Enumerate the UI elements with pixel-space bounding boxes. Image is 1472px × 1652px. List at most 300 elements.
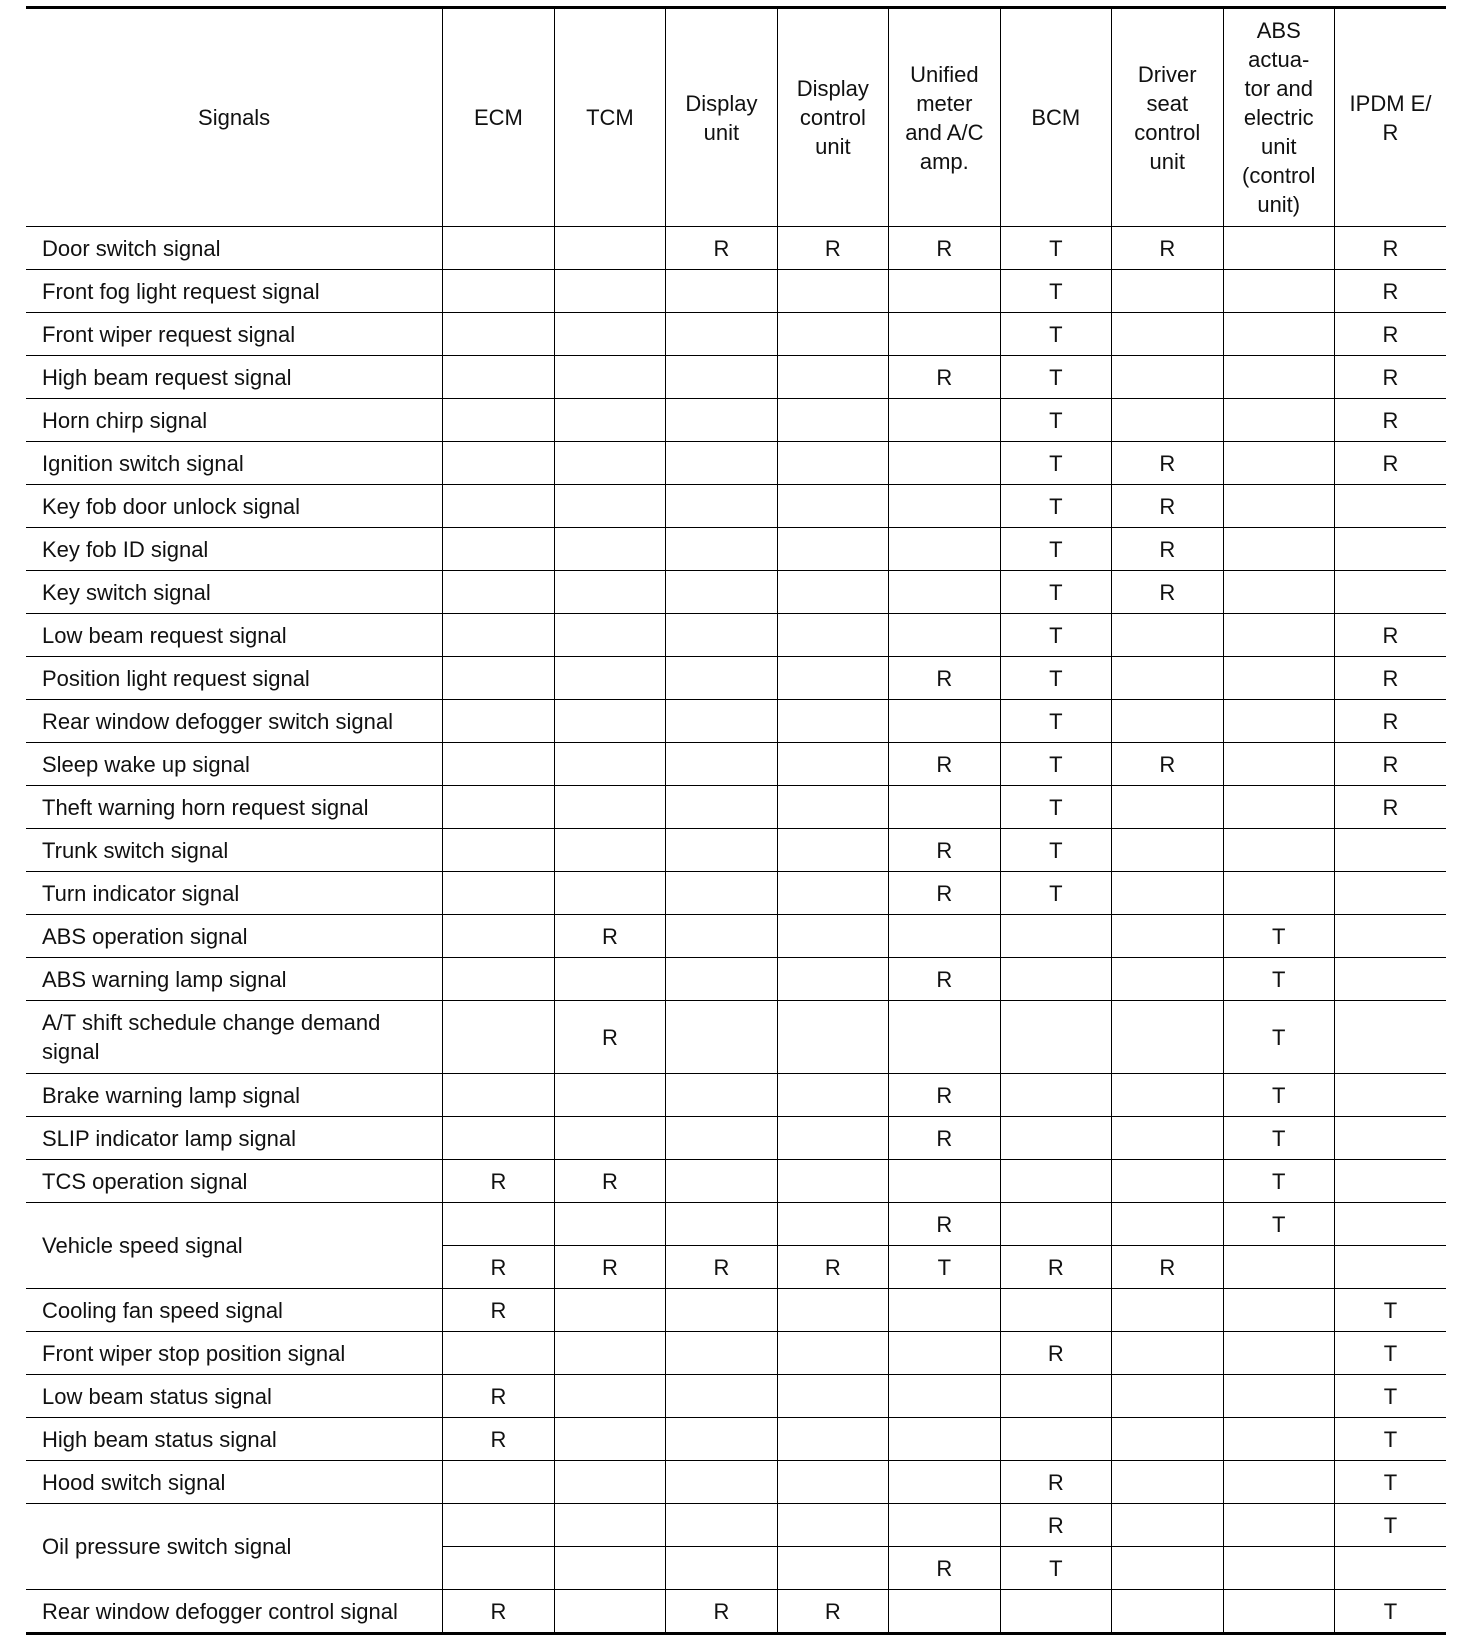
table-cell	[1223, 485, 1334, 528]
table-row	[26, 399, 1446, 442]
table-cell	[1000, 1375, 1111, 1418]
table-cell: R	[1334, 786, 1446, 829]
table-cell	[554, 356, 665, 399]
table-cell	[889, 399, 1000, 442]
table-cell: R	[554, 1246, 665, 1289]
table-row	[26, 442, 1446, 485]
table-row	[26, 1504, 1446, 1547]
table-row	[26, 1160, 1446, 1203]
table-cell	[1000, 958, 1111, 1001]
table-cell: T	[1334, 1418, 1446, 1461]
table-cell: T	[1000, 872, 1111, 915]
table-row	[26, 1590, 1446, 1634]
signal-name-cell: SLIP indicator lamp signal	[26, 1117, 443, 1160]
signal-name-cell: Low beam request signal	[26, 614, 443, 657]
table-cell	[777, 1547, 888, 1590]
table-cell	[889, 1289, 1000, 1332]
table-row	[26, 1001, 1446, 1074]
table-cell	[666, 442, 777, 485]
table-cell	[666, 1074, 777, 1117]
signal-name-cell: Brake warning lamp signal	[26, 1074, 443, 1117]
table-cell: R	[1334, 743, 1446, 786]
table-cell: R	[1334, 356, 1446, 399]
table-cell	[666, 700, 777, 743]
table-cell: R	[1112, 571, 1223, 614]
table-cell	[889, 485, 1000, 528]
table-cell	[554, 1289, 665, 1332]
table-cell	[554, 1332, 665, 1375]
table-cell	[1112, 1461, 1223, 1504]
signal-name-cell: ABS operation signal	[26, 915, 443, 958]
table-cell	[554, 1375, 665, 1418]
table-cell: R	[1112, 528, 1223, 571]
table-row	[26, 700, 1446, 743]
table-cell	[554, 485, 665, 528]
table-row	[26, 614, 1446, 657]
table-cell: R	[554, 1001, 665, 1074]
table-cell: T	[1000, 313, 1111, 356]
table-cell	[889, 614, 1000, 657]
table-cell	[777, 958, 888, 1001]
table-cell	[1223, 1590, 1334, 1634]
table-cell	[666, 1289, 777, 1332]
table-cell	[443, 1547, 554, 1590]
signal-name-cell: Front wiper stop position signal	[26, 1332, 443, 1375]
table-body	[26, 227, 1446, 1634]
table-cell	[777, 872, 888, 915]
table-cell	[1223, 829, 1334, 872]
table-cell: R	[1112, 227, 1223, 270]
table-cell	[777, 1289, 888, 1332]
table-cell	[554, 743, 665, 786]
table-row	[26, 1375, 1446, 1418]
signal-name-cell: Door switch signal	[26, 227, 443, 270]
table-cell	[777, 313, 888, 356]
table-cell	[443, 1074, 554, 1117]
table-cell	[1112, 1160, 1223, 1203]
table-cell: T	[1000, 442, 1111, 485]
table-cell	[443, 1117, 554, 1160]
table-cell	[1112, 356, 1223, 399]
table-cell	[666, 1203, 777, 1246]
table-cell	[666, 528, 777, 571]
table-cell	[889, 1001, 1000, 1074]
table-cell	[777, 829, 888, 872]
column-header-abs-actuator: ABS actua-tor and electric unit (control unit)	[1223, 8, 1334, 227]
table-row	[26, 1418, 1446, 1461]
table-cell	[1334, 528, 1446, 571]
table-cell	[443, 1504, 554, 1547]
table-row	[26, 786, 1446, 829]
table-cell	[443, 700, 554, 743]
table-cell	[1223, 1375, 1334, 1418]
table-cell	[443, 528, 554, 571]
table-cell	[443, 786, 554, 829]
table-cell: T	[1000, 786, 1111, 829]
table-cell: R	[889, 1203, 1000, 1246]
table-row	[26, 485, 1446, 528]
signal-name-cell: Key fob door unlock signal	[26, 485, 443, 528]
table-cell	[1112, 657, 1223, 700]
table-cell: R	[1000, 1332, 1111, 1375]
table-cell	[1112, 1001, 1223, 1074]
table-cell	[1223, 700, 1334, 743]
table-cell	[889, 270, 1000, 313]
table-cell	[1223, 1246, 1334, 1289]
table-cell	[666, 1332, 777, 1375]
table-row	[26, 571, 1446, 614]
table-cell	[1334, 958, 1446, 1001]
table-row	[26, 657, 1446, 700]
table-row	[26, 270, 1446, 313]
signal-name-cell: TCS operation signal	[26, 1160, 443, 1203]
table-cell	[666, 313, 777, 356]
table-cell	[1112, 1289, 1223, 1332]
table-cell	[1223, 786, 1334, 829]
table-cell	[666, 958, 777, 1001]
table-cell: R	[1334, 270, 1446, 313]
table-cell	[1223, 356, 1334, 399]
table-cell	[554, 614, 665, 657]
table-cell: R	[889, 958, 1000, 1001]
table-row	[26, 1332, 1446, 1375]
table-cell	[1112, 614, 1223, 657]
table-cell	[666, 356, 777, 399]
signal-name-cell: Front wiper request signal	[26, 313, 443, 356]
table-row	[26, 313, 1446, 356]
table-cell: T	[1000, 270, 1111, 313]
table-cell: R	[1334, 399, 1446, 442]
table-cell	[889, 1375, 1000, 1418]
table-cell	[1223, 399, 1334, 442]
table-cell: R	[889, 829, 1000, 872]
table-cell: R	[1000, 1246, 1111, 1289]
signal-name-cell: Oil pressure switch signal	[26, 1504, 443, 1590]
table-cell	[554, 270, 665, 313]
table-cell	[1334, 1160, 1446, 1203]
table-cell: R	[889, 1074, 1000, 1117]
table-header	[26, 8, 1446, 227]
table-cell	[443, 829, 554, 872]
table-cell: R	[443, 1375, 554, 1418]
table-cell: R	[1334, 313, 1446, 356]
table-cell: R	[443, 1246, 554, 1289]
table-cell	[1112, 270, 1223, 313]
table-cell	[443, 958, 554, 1001]
table-cell: R	[1000, 1504, 1111, 1547]
table-cell: T	[1223, 1001, 1334, 1074]
table-cell	[666, 1001, 777, 1074]
table-cell	[1223, 1289, 1334, 1332]
table-cell	[889, 571, 1000, 614]
table-cell: T	[1334, 1332, 1446, 1375]
table-cell	[1223, 1547, 1334, 1590]
column-header-ecm: ECM	[443, 8, 554, 227]
table-cell	[554, 442, 665, 485]
column-header-display-control-unit: Display control unit	[777, 8, 888, 227]
table-cell	[1223, 528, 1334, 571]
column-header-bcm: BCM	[1000, 8, 1111, 227]
table-cell	[1112, 786, 1223, 829]
table-cell	[554, 1418, 665, 1461]
table-row	[26, 1461, 1446, 1504]
table-cell	[889, 442, 1000, 485]
table-cell	[554, 1590, 665, 1634]
table-cell: T	[1000, 399, 1111, 442]
signal-name-cell: Vehicle speed signal	[26, 1203, 443, 1289]
table-cell: R	[666, 1590, 777, 1634]
table-cell: R	[1334, 442, 1446, 485]
table-cell	[554, 829, 665, 872]
table-cell	[554, 657, 665, 700]
table-cell	[1112, 829, 1223, 872]
table-cell	[889, 1504, 1000, 1547]
table-cell	[777, 786, 888, 829]
table-cell: T	[889, 1246, 1000, 1289]
signal-table-container	[26, 6, 1446, 1635]
table-cell: T	[1334, 1375, 1446, 1418]
table-cell	[1334, 1117, 1446, 1160]
table-cell	[1112, 399, 1223, 442]
table-row	[26, 1117, 1446, 1160]
table-row	[26, 958, 1446, 1001]
table-cell	[1334, 485, 1446, 528]
table-cell: T	[1334, 1590, 1446, 1634]
table-cell: T	[1000, 571, 1111, 614]
column-header-display-unit: Display unit	[666, 8, 777, 227]
table-cell	[777, 270, 888, 313]
table-cell: R	[1112, 442, 1223, 485]
table-cell	[777, 571, 888, 614]
table-cell	[554, 528, 665, 571]
table-cell	[666, 743, 777, 786]
table-cell	[1112, 1375, 1223, 1418]
signal-name-cell: Low beam status signal	[26, 1375, 443, 1418]
table-cell: R	[777, 1246, 888, 1289]
signal-name-cell: Turn indicator signal	[26, 872, 443, 915]
signal-name-cell: Hood switch signal	[26, 1461, 443, 1504]
table-row	[26, 1074, 1446, 1117]
table-cell	[666, 1375, 777, 1418]
table-cell	[666, 1418, 777, 1461]
table-cell: R	[1334, 614, 1446, 657]
table-cell: T	[1223, 915, 1334, 958]
table-cell	[1000, 1590, 1111, 1634]
table-cell	[1000, 1117, 1111, 1160]
signal-name-cell: Cooling fan speed signal	[26, 1289, 443, 1332]
table-cell	[1223, 657, 1334, 700]
table-cell	[777, 1001, 888, 1074]
table-cell	[777, 1418, 888, 1461]
table-cell	[443, 571, 554, 614]
table-cell	[1334, 1203, 1446, 1246]
table-cell	[777, 657, 888, 700]
table-cell	[1000, 1160, 1111, 1203]
table-cell	[1223, 270, 1334, 313]
table-cell: T	[1000, 227, 1111, 270]
table-cell: T	[1000, 485, 1111, 528]
table-cell	[777, 614, 888, 657]
table-cell: T	[1223, 1160, 1334, 1203]
table-cell	[1000, 1203, 1111, 1246]
table-cell	[554, 700, 665, 743]
table-cell	[1112, 313, 1223, 356]
table-cell: T	[1334, 1504, 1446, 1547]
table-cell	[1334, 1246, 1446, 1289]
table-cell: T	[1000, 657, 1111, 700]
signal-name-cell: Ignition switch signal	[26, 442, 443, 485]
table-cell	[1334, 915, 1446, 958]
table-cell	[777, 356, 888, 399]
table-cell	[1112, 700, 1223, 743]
signal-name-cell: High beam status signal	[26, 1418, 443, 1461]
table-cell	[666, 829, 777, 872]
table-cell	[443, 1332, 554, 1375]
table-cell	[777, 743, 888, 786]
table-cell	[1112, 872, 1223, 915]
table-cell	[666, 1461, 777, 1504]
table-cell	[554, 1547, 665, 1590]
column-header-driver-seat-control-unit: Driver seat control unit	[1112, 8, 1223, 227]
table-cell	[889, 1590, 1000, 1634]
table-cell	[554, 786, 665, 829]
table-cell	[666, 657, 777, 700]
table-cell	[777, 442, 888, 485]
table-cell	[666, 614, 777, 657]
table-cell	[443, 313, 554, 356]
table-cell	[666, 1504, 777, 1547]
table-cell	[777, 1332, 888, 1375]
table-cell	[443, 657, 554, 700]
table-cell	[1112, 958, 1223, 1001]
table-cell	[1000, 1074, 1111, 1117]
table-cell	[554, 313, 665, 356]
table-cell	[889, 528, 1000, 571]
column-header-unified-meter: Unified meter and A/C amp.	[889, 8, 1000, 227]
table-cell: R	[777, 1590, 888, 1634]
table-cell: R	[443, 1160, 554, 1203]
table-cell	[1334, 1547, 1446, 1590]
table-cell: R	[889, 356, 1000, 399]
table-cell	[443, 915, 554, 958]
table-cell: T	[1000, 829, 1111, 872]
table-cell	[1000, 1418, 1111, 1461]
signal-name-cell: Position light request signal	[26, 657, 443, 700]
table-cell	[889, 1332, 1000, 1375]
table-cell: T	[1000, 356, 1111, 399]
signal-name-cell: ABS warning lamp signal	[26, 958, 443, 1001]
table-cell	[554, 1117, 665, 1160]
table-cell: R	[443, 1590, 554, 1634]
signal-name-cell: Rear window defogger control signal	[42, 1598, 398, 1624]
table-cell	[554, 1504, 665, 1547]
table-cell	[1223, 1461, 1334, 1504]
table-cell	[443, 872, 554, 915]
table-cell	[889, 1160, 1000, 1203]
table-cell	[1112, 1117, 1223, 1160]
table-cell	[443, 270, 554, 313]
signal-name-cell: Key fob ID signal	[26, 528, 443, 571]
table-cell	[777, 915, 888, 958]
table-row	[26, 872, 1446, 915]
table-cell	[1223, 614, 1334, 657]
table-cell	[777, 1074, 888, 1117]
table-cell: R	[1112, 743, 1223, 786]
table-cell	[1112, 1590, 1223, 1634]
table-cell: R	[777, 227, 888, 270]
table-cell	[777, 1375, 888, 1418]
table-cell: R	[889, 743, 1000, 786]
signal-name-cell: A/T shift schedule change demand signal	[26, 1001, 443, 1074]
table-cell: T	[1000, 743, 1111, 786]
table-cell	[1223, 1418, 1334, 1461]
table-cell: T	[1223, 1074, 1334, 1117]
table-cell	[1334, 829, 1446, 872]
table-cell	[777, 700, 888, 743]
table-cell	[777, 485, 888, 528]
table-cell	[443, 399, 554, 442]
table-cell	[1223, 743, 1334, 786]
table-cell: R	[1334, 657, 1446, 700]
table-cell	[1112, 1332, 1223, 1375]
table-cell	[666, 1117, 777, 1160]
table-row	[26, 743, 1446, 786]
table-cell: T	[1223, 1117, 1334, 1160]
table-cell	[1112, 1547, 1223, 1590]
table-cell: R	[1334, 227, 1446, 270]
table-cell	[1223, 442, 1334, 485]
signal-name-cell: Trunk switch signal	[26, 829, 443, 872]
table-cell: T	[1000, 700, 1111, 743]
can-signal-table	[26, 6, 1446, 1635]
table-cell	[554, 872, 665, 915]
table-cell	[1223, 1332, 1334, 1375]
table-cell	[554, 1461, 665, 1504]
table-cell	[1000, 915, 1111, 958]
table-cell: R	[554, 915, 665, 958]
table-cell	[666, 399, 777, 442]
table-cell	[666, 1547, 777, 1590]
signal-name-cell: Front fog light request signal	[26, 270, 443, 313]
table-cell	[777, 1504, 888, 1547]
table-cell	[1334, 1074, 1446, 1117]
table-cell	[443, 356, 554, 399]
table-cell	[666, 872, 777, 915]
table-cell: T	[1000, 528, 1111, 571]
table-cell: T	[1223, 958, 1334, 1001]
table-cell: R	[1334, 700, 1446, 743]
table-cell	[1112, 1504, 1223, 1547]
table-cell	[443, 1461, 554, 1504]
table-cell	[889, 915, 1000, 958]
table-cell	[1223, 571, 1334, 614]
table-cell	[554, 227, 665, 270]
table-cell	[554, 571, 665, 614]
table-row	[26, 1289, 1446, 1332]
table-cell: R	[666, 227, 777, 270]
column-header-signals: Signals	[26, 8, 443, 227]
column-header-tcm: TCM	[554, 8, 665, 227]
table-row	[26, 528, 1446, 571]
table-cell	[1112, 1074, 1223, 1117]
table-row	[26, 227, 1446, 270]
table-cell	[1112, 915, 1223, 958]
table-cell: R	[889, 227, 1000, 270]
table-cell	[1112, 1418, 1223, 1461]
table-row	[26, 829, 1446, 872]
table-cell	[666, 786, 777, 829]
table-cell: T	[1000, 614, 1111, 657]
